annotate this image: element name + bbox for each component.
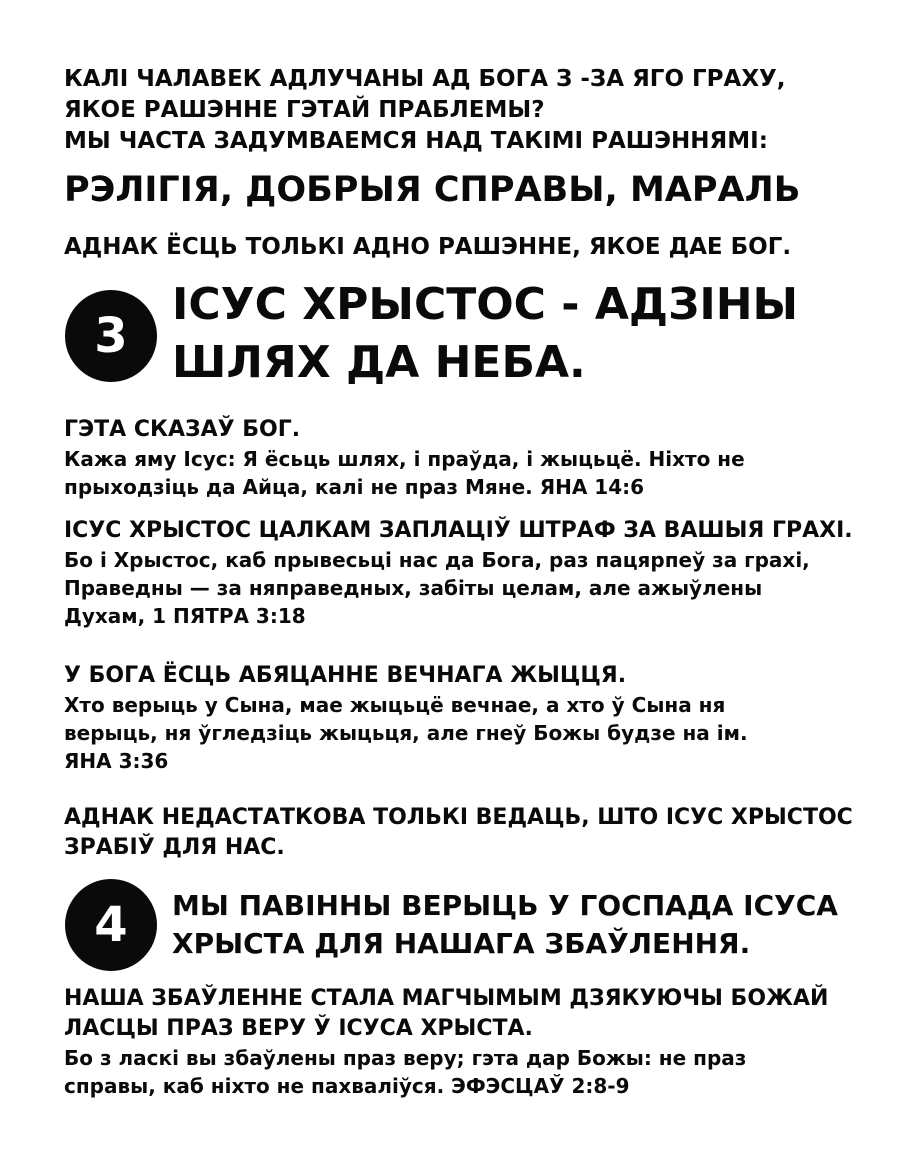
section-eternal-life xyxy=(64,661,748,775)
intro-question xyxy=(64,64,786,157)
scripture-line: прыходзіць да Айца, калі не праз Мяне. ЯНА 14:6 xyxy=(64,475,645,499)
scripture-line: Бо з ласкі вы збаўлены праз веру; гэта дар Божы: не праз xyxy=(64,1046,747,1070)
scripture-line: Кажа яму Ісус: Я ёсьць шлях, і праўда, і жыцьцё. Ніхто не xyxy=(64,447,745,471)
section-caption: У БОГА ЁСЦЬ АБЯЦАННЕ ВЕЧНАГА ЖЫЦЦЯ. xyxy=(64,663,627,688)
section-salvation-by-grace xyxy=(64,984,828,1100)
point-4-heading-line: ХРЫСТА ДЛЯ НАШАГА ЗБАЎЛЕННЯ. xyxy=(172,927,751,960)
point-3-heading xyxy=(172,276,798,392)
section-caption: ГЭТА СКАЗАЎ БОГ. xyxy=(64,417,301,442)
intro-lead: АДНАК ЁСЦЬ ТОЛЬКІ АДНО РАШЭННЕ, ЯКОЕ ДАЕ БОГ. xyxy=(64,234,792,260)
point-4-number-badge: 4 xyxy=(65,879,157,971)
point-3-heading-line: ШЛЯХ ДА НЕБА. xyxy=(172,337,586,388)
section-caption: ІСУС ХРЫСТОС ЦАЛКАМ ЗАПЛАЦІЎ ШТРАФ ЗА ВАШЫЯ ГРАХІ. xyxy=(64,518,853,543)
scripture-line: ЯНА 3:36 xyxy=(64,749,169,773)
intro-line: КАЛІ ЧАЛАВЕК АДЛУЧАНЫ АД БОГА З -ЗА ЯГО ГРАХУ, xyxy=(64,66,786,92)
scripture-line: Хто верыць у Сына, мае жыцьцё вечнае, а хто ў Сына ня xyxy=(64,693,726,717)
closing-line: АДНАК НЕДАСТАТКОВА ТОЛЬКІ ВЕДАЦЬ, ШТО ІСУС ХРЫСТОС xyxy=(64,805,853,830)
section-god-said xyxy=(64,415,745,501)
scripture-line: Духам, 1 ПЯТРА 3:18 xyxy=(64,604,306,628)
point-4-heading xyxy=(172,887,838,963)
scripture-line: Бо і Хрыстос, каб прывесьці нас да Бога, раз пацярпеў за грахі, xyxy=(64,548,810,572)
scripture-line: верыць, ня ўгледзіць жыцьця, але гнеў Божы будзе на ім. xyxy=(64,721,748,745)
intro-line: ЯКОЕ РАШЭННЕ ГЭТАЙ ПРАБЛЕМЫ? xyxy=(64,97,545,123)
section-caption: ЛАСЦЫ ПРАЗ ВЕРУ Ў ІСУСА ХРЫСТА. xyxy=(64,1016,533,1041)
section-caption: НАША ЗБАЎЛЕННЕ СТАЛА МАГЧЫМЫМ ДЗЯКУЮЧЫ БОЖАЙ xyxy=(64,986,829,1011)
point-4-heading-line: МЫ ПАВІННЫ ВЕРЫЦЬ У ГОСПАДА ІСУСА xyxy=(172,889,838,922)
closing-line: ЗРАБІЎ ДЛЯ НАС. xyxy=(64,835,285,860)
scripture-line: Праведны — за няправедных, забіты целам, але ажыўлены xyxy=(64,576,763,600)
section-penalty-paid xyxy=(64,516,853,630)
point-3-heading-line: ІСУС ХРЫСТОС - АДЗІНЫ xyxy=(172,279,799,330)
scripture-line: справы, каб ніхто не пахваліўся. ЭФЭСЦАЎ 2:8-9 xyxy=(64,1074,630,1098)
section-closing xyxy=(64,803,853,863)
intro-line: МЫ ЧАСТА ЗАДУМВАЕМСЯ НАД ТАКІМІ РАШЭННЯМІ: xyxy=(64,128,768,154)
point-3-number-badge: 3 xyxy=(65,290,157,382)
false-solutions-heading: РЭЛІГІЯ, ДОБРЫЯ СПРАВЫ, МАРАЛЬ xyxy=(64,170,801,210)
